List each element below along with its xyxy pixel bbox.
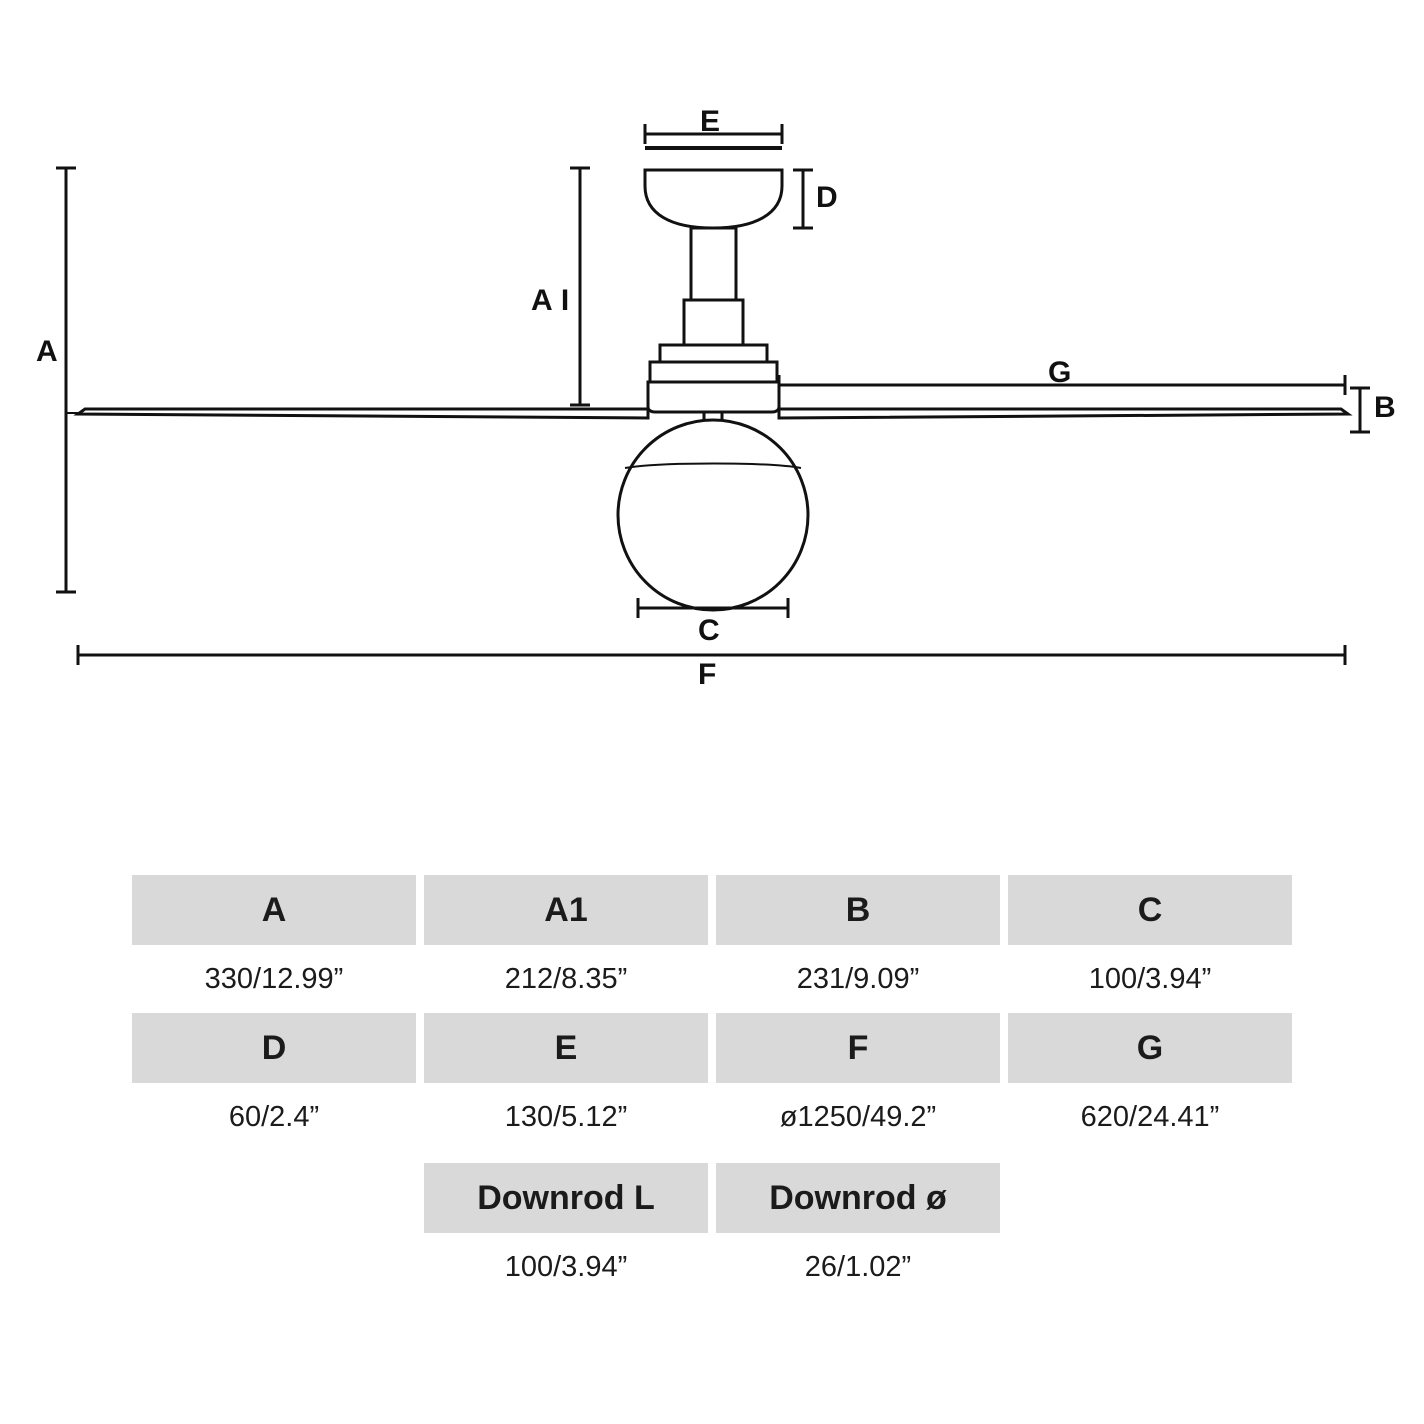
table-value-cell: 26/1.02” <box>804 1251 912 1283</box>
table-header-cell: E <box>424 1013 708 1083</box>
dimension-label-B: B <box>1374 391 1397 424</box>
table-value-cell: 330/12.99” <box>204 963 344 995</box>
table-value-cell: 212/8.35” <box>504 963 628 995</box>
table-header-cell: A1 <box>424 875 708 945</box>
table-header-cell: C <box>1008 875 1292 945</box>
table-spacer <box>132 1151 1292 1163</box>
table-row <box>132 945 1292 1013</box>
table-row <box>424 1163 1292 1233</box>
table-header-cell: D <box>132 1013 416 1083</box>
table-value-cell: 100/3.94” <box>504 1251 628 1283</box>
dimension-label-A1: A I <box>531 284 570 317</box>
table-value-cell: 620/24.41” <box>1080 1101 1220 1133</box>
dimension-label-D: D <box>816 181 839 214</box>
table-row <box>132 1083 1292 1151</box>
table-value-cell: ø1250/49.2” <box>779 1101 937 1133</box>
table-value-cell: 231/9.09” <box>796 963 920 995</box>
dimension-label-E: E <box>700 105 721 138</box>
dimension-label-G: G <box>1048 356 1072 389</box>
table-header-cell: F <box>716 1013 1000 1083</box>
table-value-cell: 130/5.12” <box>504 1101 628 1133</box>
dimension-label-F: F <box>698 658 717 691</box>
table-header-cell: Downrod L <box>424 1163 708 1233</box>
dimension-label-A: A <box>36 335 59 368</box>
table-row <box>132 875 1292 945</box>
table-value-cell: 100/3.94” <box>1088 963 1212 995</box>
table-row <box>424 1233 1292 1301</box>
table-header-cell: A <box>132 875 416 945</box>
table-header-cell: B <box>716 875 1000 945</box>
table-row <box>132 1013 1292 1083</box>
table-value-cell: 60/2.4” <box>228 1101 320 1133</box>
table-header-cell: Downrod ø <box>716 1163 1000 1233</box>
table-header-cell: G <box>1008 1013 1292 1083</box>
specification-table <box>132 875 1292 1301</box>
dimension-label-C: C <box>698 614 721 647</box>
